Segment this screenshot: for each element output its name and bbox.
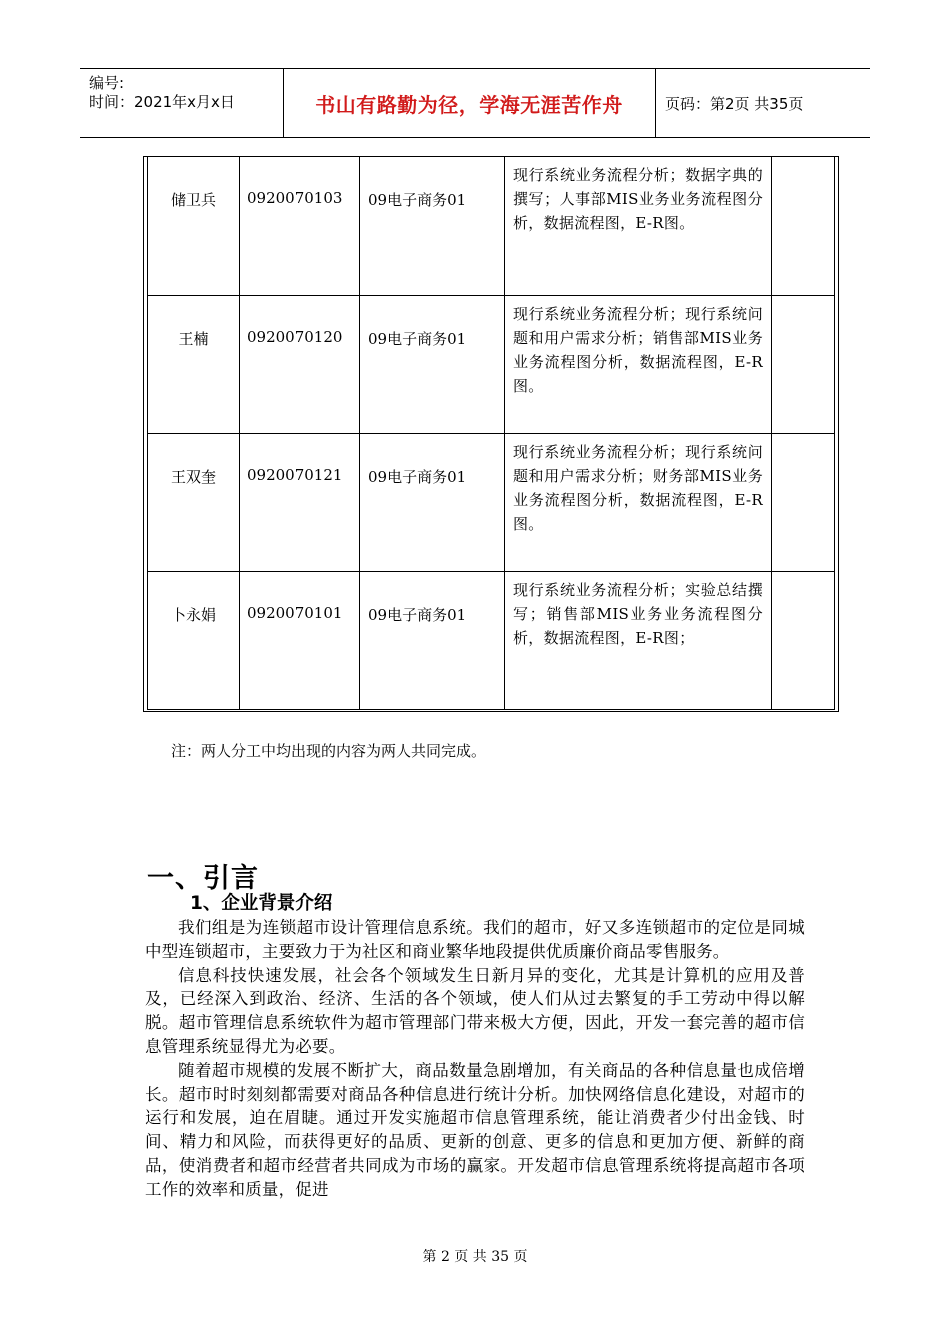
body-paragraph: 信息科技快速发展，社会各个领域发生日新月异的变化，尤其是计算机的应用及普及，已经深入到政治、经济、生活的各个领域，使人们从过去繁复的手工劳动中得以解脱。超市管理信息系统软件为超市管理部门带来极大方便，因此，开发一套完善的超市信息管理系统显得尤为必要。 xyxy=(145,965,805,1056)
member-name-cell: 储卫兵 xyxy=(148,157,240,295)
task-cell: 现行系统业务流程分析；实验总结撰写；销售部MIS业务业务流程图分析，数据流程图，E-R图； xyxy=(505,571,772,709)
section-title: 一、引言 xyxy=(147,863,259,894)
assignment-table xyxy=(147,157,835,710)
page-header xyxy=(80,68,870,138)
class-cell: 09电子商务01 xyxy=(360,433,505,571)
header-motto: 书山有路勤为径，学海无涯苦作舟 xyxy=(283,69,656,137)
student-id-cell: 0920070121 xyxy=(240,433,360,571)
class-cell: 09电子商务01 xyxy=(360,571,505,709)
body-paragraph: 我们组是为连锁超市设计管理信息系统。我们的超市，好又多连锁超市的定位是同城中型连锁超市，主要致力于为社区和商业繁华地段提供优质廉价商品零售服务。 xyxy=(145,918,805,961)
doc-code-label: 编号: xyxy=(89,74,125,92)
assignment-table-frame xyxy=(143,156,839,712)
task-cell: 现行系统业务流程分析；现行系统问题和用户需求分析；财务部MIS业务业务流程图分析，数据流程图，E-R图。 xyxy=(505,433,772,571)
section-body xyxy=(145,916,805,1202)
page-footer: 第 2 页 共 35 页 xyxy=(422,1249,528,1265)
class-cell: 09电子商务01 xyxy=(360,295,505,433)
task-cell: 现行系统业务流程分析；数据字典的撰写；人事部MIS业务业务流程图分析，数据流程图，E-R图。 xyxy=(505,157,772,295)
header-page-info: 页码：第2页 共35页 xyxy=(665,94,804,113)
header-meta xyxy=(80,69,284,137)
table-row xyxy=(148,157,835,295)
member-name-cell: 卜永娟 xyxy=(148,571,240,709)
table-row xyxy=(148,433,835,571)
table-row xyxy=(148,295,835,433)
doc-time-label: 时间：2021年x月x日 xyxy=(89,93,235,111)
student-id-cell: 0920070101 xyxy=(240,571,360,709)
table-note: 注：两人分工中均出现的内容为两人共同完成。 xyxy=(171,742,487,760)
member-name-cell: 王楠 xyxy=(148,295,240,433)
body-paragraph: 随着超市规模的发展不断扩大，商品数量急剧增加，有关商品的各种信息量也成倍增长。超市时时刻刻都需要对商品各种信息进行统计分析。加快网络信息化建设，对超市的运行和发展，迫在眉睫。通过开发实施超市信息管理系统，能让消费者少付出金钱、时间、精力和风险，而获得更好的品质、更新的创意、更多的信息和更加方便、新鲜的商品，使消费者和超市经营者共同成为市场的赢家。开发超市信息管理系统将提高超市各项工作的效率和质量，促进 xyxy=(145,1060,805,1199)
student-id-cell: 0920070120 xyxy=(240,295,360,433)
student-id-cell: 0920070103 xyxy=(240,157,360,295)
remark-cell xyxy=(772,571,835,709)
remark-cell xyxy=(772,295,835,433)
remark-cell xyxy=(772,157,835,295)
subsection-title: 1、企业背景介绍 xyxy=(190,893,333,914)
task-cell: 现行系统业务流程分析；现行系统问题和用户需求分析；销售部MIS业务业务流程图分析，数据流程图，E-R图。 xyxy=(505,295,772,433)
class-cell: 09电子商务01 xyxy=(360,157,505,295)
remark-cell xyxy=(772,433,835,571)
table-row xyxy=(148,571,835,709)
member-name-cell: 王双奎 xyxy=(148,433,240,571)
